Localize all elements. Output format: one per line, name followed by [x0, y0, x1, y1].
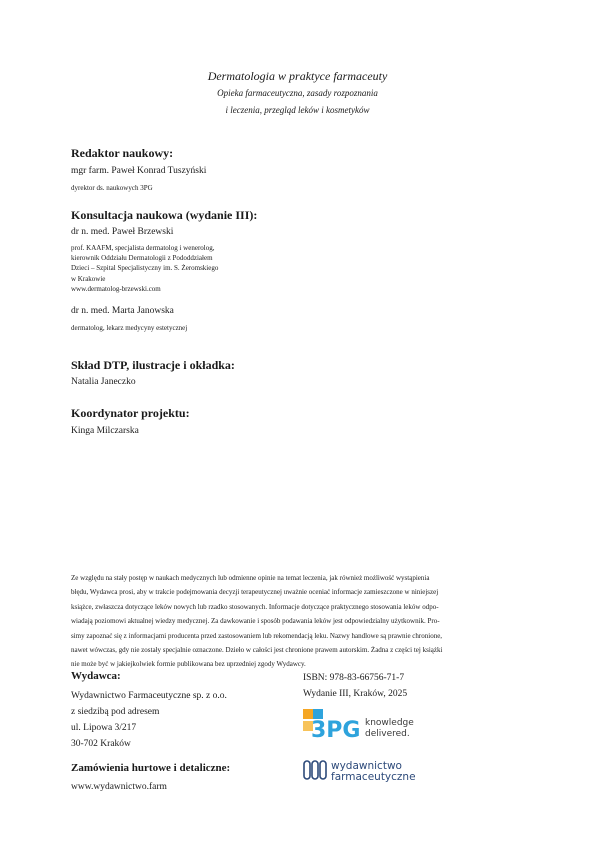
consultant-1-line: prof. KAAFM, specjalista dermatolog i wenerolog,: [71, 244, 215, 252]
wydawnictwo-farmaceutyczne-logo: [303, 758, 468, 784]
3pg-tagline-1: knowledge: [365, 718, 414, 728]
disclaimer-line: nawet wówczas, gdy nie zostały specjalnie oznaczone. Dzieło w całości jest chronione prawem autorskim. Żadna z części tej książki: [71, 646, 443, 655]
disclaimer-line: nie może być w jakiejkolwiek formie publikowana bez uprzedniej zgody Wydawcy.: [71, 660, 306, 669]
consultant-1-line: w Krakowie: [71, 274, 106, 283]
dtp-name: Natalia Janeczko: [71, 377, 136, 387]
orders-heading: Zamówienia hurtowe i detaliczne:: [71, 762, 231, 774]
wf-logo-line-2: farmaceutyczne: [331, 771, 416, 783]
book-subtitle-line-1: Opieka farmaceutyczna, zasady rozpoznania: [217, 88, 378, 98]
consultant-1-name: dr n. med. Paweł Brzewski: [71, 227, 174, 237]
publisher-line: ul. Lipowa 3/217: [71, 723, 137, 733]
orders-url[interactable]: www.wydawnictwo.farm: [71, 782, 167, 792]
disclaimer-line: Ze względu na stały postęp w naukach medycznych lub odmienne opinie na temat leczenia, jak również możliwość wystąpienia: [71, 574, 430, 582]
disclaimer-line: simy zapoznać się z informacjami producenta przed zastosowaniem lub rekomendacją leku. Nazwy handlowe są prawnie chronione,: [71, 631, 443, 640]
3pg-logo-letters: 3PG: [311, 718, 361, 743]
edition: Wydanie III, Kraków, 2025: [303, 689, 408, 699]
publisher-line: 30-702 Kraków: [71, 739, 131, 749]
disclaimer-line: błędu, Wydawca prosi, aby w trakcie podejmowania decyzji terapeutycznej uważnie oceniać informacje zamieszczone w niniejszej: [71, 588, 439, 597]
disclaimer-line: książce, zwłaszcza dotyczące leków nowych lub rzadko stosowanych. Informacje dotyczące praktycznego stosowania leków odpo-: [71, 602, 439, 611]
editor-name: mgr farm. Paweł Konrad Tuszyński: [71, 166, 207, 176]
isbn: ISBN: 978-83-66756-71-7: [303, 673, 405, 683]
wf-pills-icon: [304, 761, 326, 779]
publisher-line: Wydawnictwo Farmaceutyczne sp. z o.o.: [71, 691, 227, 701]
wf-logo-mark: [303, 758, 468, 784]
book-subtitle-line-2: i leczenia, przegląd leków i kosmetyków: [225, 105, 370, 115]
consultant-2-name: dr n. med. Marta Janowska: [71, 306, 174, 316]
book-title: Dermatologia w praktyce farmaceuty: [207, 69, 388, 83]
consultant-1-line: kierownik Oddziału Dermatologii z Pododdziałem: [71, 254, 213, 263]
consultant-2-role: dermatolog, lekarz medycyny estetycznej: [71, 324, 188, 332]
coordinator-heading: Koordynator projektu:: [71, 406, 190, 420]
consultant-1-line: Dzieci – Szpital Specjalistyczny im. S. Żeromskiego: [71, 264, 219, 273]
publisher-address: [71, 688, 227, 752]
publisher-heading: Wydawca:: [71, 670, 121, 682]
3pg-logo-mark: [303, 707, 433, 743]
consultation-heading: Konsultacja naukowa (wydanie III):: [71, 208, 258, 222]
dtp-heading: Skład DTP, ilustracje i okładka:: [71, 358, 235, 372]
wf-logo-line-1: wydawnictwo: [331, 760, 402, 772]
disclaimer-line: wiadają poziomowi aktualnej wiedzy medycznej. Za dawkowanie i sposób podawania leków jest odpowiedzialny użytkownik. Pro-: [71, 617, 440, 626]
3pg-tagline-2: delivered.: [365, 729, 410, 739]
legal-disclaimer: [71, 571, 525, 672]
consultant-1-website: www.dermatolog-brzewski.com: [71, 284, 161, 293]
consultant-1-details: [71, 243, 218, 294]
publisher-line: z siedzibą pod adresem: [71, 707, 160, 717]
editor-heading: Redaktor naukowy:: [71, 146, 174, 160]
editor-role: dyrektor ds. naukowych 3PG: [71, 184, 153, 192]
3pg-logo: [303, 707, 433, 743]
coordinator-name: Kinga Milczarska: [71, 426, 139, 436]
